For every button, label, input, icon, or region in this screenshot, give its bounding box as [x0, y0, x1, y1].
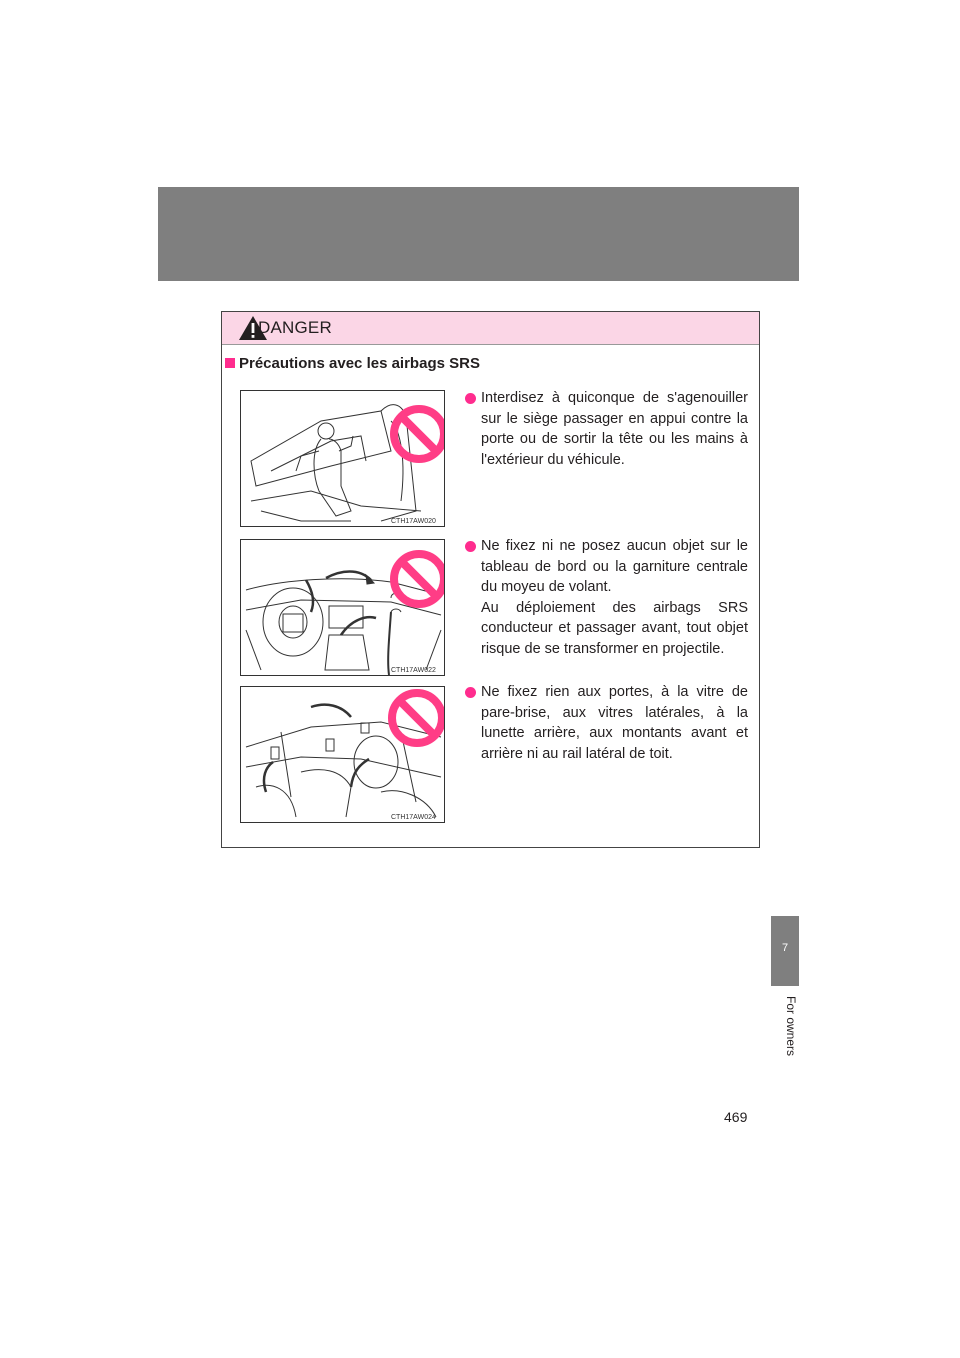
section-title — [225, 355, 480, 372]
item-paragraph: Ne fixez ni ne posez aucun objet sur le tableau de bord ou la garniture centrale du moyeu de volant. — [481, 538, 748, 596]
figure-interior-attachments — [240, 686, 445, 823]
item-paragraph: Ne fixez rien aux portes, à la vitre de pare-brise, aux vitres latérales, à la lunette arrière, aux montants avant et arrière ni au rail latéral de toit. — [481, 684, 748, 762]
prohibited-icon — [389, 549, 445, 609]
danger-item-2 — [465, 536, 748, 660]
chapter-label: For owners — [784, 996, 798, 1057]
danger-item-1 — [465, 388, 748, 470]
figure-code: CTH17AW022 — [391, 667, 436, 674]
figure-dashboard-objects — [240, 539, 445, 676]
danger-item-3 — [465, 682, 748, 764]
header-band — [158, 187, 799, 281]
item-paragraph: Au déploiement des airbags SRS conducteur et passager avant, tout objet risque de se transformer en projectile. — [481, 599, 748, 657]
prohibited-icon — [387, 688, 445, 748]
chapter-number: 7 — [781, 942, 789, 954]
danger-label: DANGER — [258, 318, 332, 337]
prohibited-icon — [389, 404, 445, 464]
round-bullet-icon — [465, 541, 476, 552]
section-title-text: Précautions avec les airbags SRS — [239, 355, 480, 372]
page-number: 469 — [724, 1109, 748, 1125]
square-bullet-icon — [225, 358, 235, 368]
chapter-tab[interactable] — [771, 916, 799, 986]
danger-box — [221, 311, 760, 848]
danger-header — [222, 312, 759, 345]
round-bullet-icon — [465, 687, 476, 698]
item-paragraph: Interdisez à quiconque de s'agenouiller sur le siège passager en appui contre la porte ou de sortir la tête ou les mains à l'extérieur du véhicule. — [481, 390, 748, 468]
round-bullet-icon — [465, 393, 476, 404]
figure-kneeling-passenger — [240, 390, 445, 527]
figure-code: CTH17AW024 — [391, 814, 436, 821]
figure-code: CTH17AW020 — [391, 518, 436, 525]
